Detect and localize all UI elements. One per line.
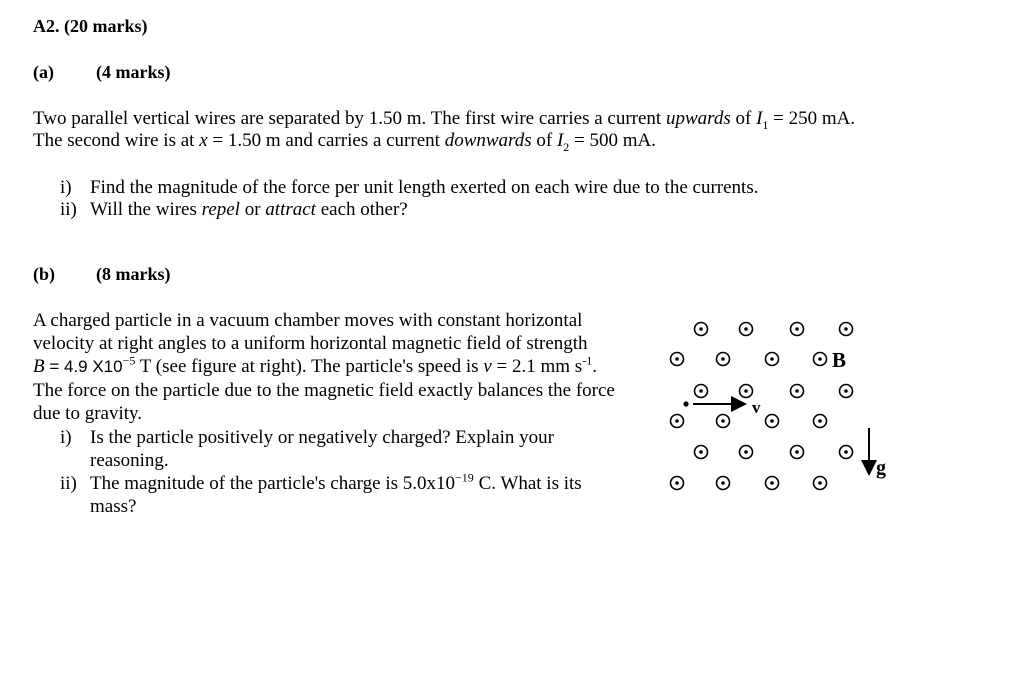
out-of-page-dot-icon: [740, 385, 753, 398]
out-of-page-dot-icon: [717, 353, 730, 366]
gravity-label: g: [876, 457, 886, 479]
part-a-question-2: ii) Will the wires repel or attract each other?: [60, 199, 408, 220]
velocity-label: v: [752, 398, 761, 417]
part-b-line-4: The force on the particle due to the magnetic field exactly balances the force: [33, 380, 615, 401]
out-of-page-dot-icon: [814, 415, 827, 428]
part-b-question-1-cont: reasoning.: [90, 450, 169, 471]
out-of-page-dot-icon: [766, 353, 779, 366]
part-b-question-1: i) Is the particle positively or negatively charged? Explain your: [60, 427, 554, 448]
part-b-line-5: due to gravity.: [33, 403, 143, 424]
part-b-line-3: B = 4.9 $X10^{-5}$ T (see figure at right). The particle's speed is v = 2.1 mm $s^{-1}$.: [33, 353, 597, 377]
part-b-question-2: ii) The magnitude of the particle's charge is $5.0x10^{-19}$ C. What is its: [60, 470, 582, 494]
part-a-question-1: i) Find the magnitude of the force per unit length exerted on each wire due to the currents.: [60, 177, 759, 198]
out-of-page-dot-icon: [695, 323, 708, 336]
out-of-page-dot-icon: [814, 477, 827, 490]
question-title: A2. (20 marks): [33, 16, 148, 36]
out-of-page-dot-icon: [840, 446, 853, 459]
part-b-question-2-cont: mass?: [90, 496, 137, 517]
field-label: B: [832, 348, 847, 372]
particle-icon: [683, 401, 688, 406]
out-of-page-dot-icon: [671, 415, 684, 428]
out-of-page-dot-icon: [766, 477, 779, 490]
part-b-label: (b): [33, 264, 55, 284]
out-of-page-dot-icon: [695, 446, 708, 459]
out-of-page-dot-icon: [791, 446, 804, 459]
part-b-line-2: velocity at right angles to a uniform horizontal magnetic field of strength: [33, 333, 588, 354]
out-of-page-dot-icon: [840, 385, 853, 398]
part-a-marks: (4 marks): [96, 62, 171, 82]
out-of-page-dot-icon: [717, 415, 730, 428]
part-a-label: (a): [33, 62, 54, 82]
out-of-page-dot-icon: [671, 477, 684, 490]
part-b-line-1: A charged particle in a vacuum chamber moves with constant horizontal: [33, 310, 583, 331]
out-of-page-dot-icon: [671, 353, 684, 366]
out-of-page-dot-icon: [695, 385, 708, 398]
out-of-page-dot-icon: [740, 446, 753, 459]
out-of-page-dot-icon: [791, 385, 804, 398]
part-a-line-1: Two parallel vertical wires are separated by 1.50 m. The first wire carries a current upwards of $I_1 = 250$ mA.: [33, 108, 856, 132]
part-b-marks: (8 marks): [96, 264, 171, 284]
out-of-page-dot-icon: [717, 477, 730, 490]
part-a-line-2: The second wire is at x = 1.50 m and carries a current downwards of $I_2 = 500$ mA.: [33, 130, 656, 154]
out-of-page-dot-icon: [740, 323, 753, 336]
out-of-page-dot-icon: [814, 353, 827, 366]
out-of-page-dot-icon: [840, 323, 853, 336]
out-of-page-dot-icon: [766, 415, 779, 428]
out-of-page-dot-icon: [791, 323, 804, 336]
